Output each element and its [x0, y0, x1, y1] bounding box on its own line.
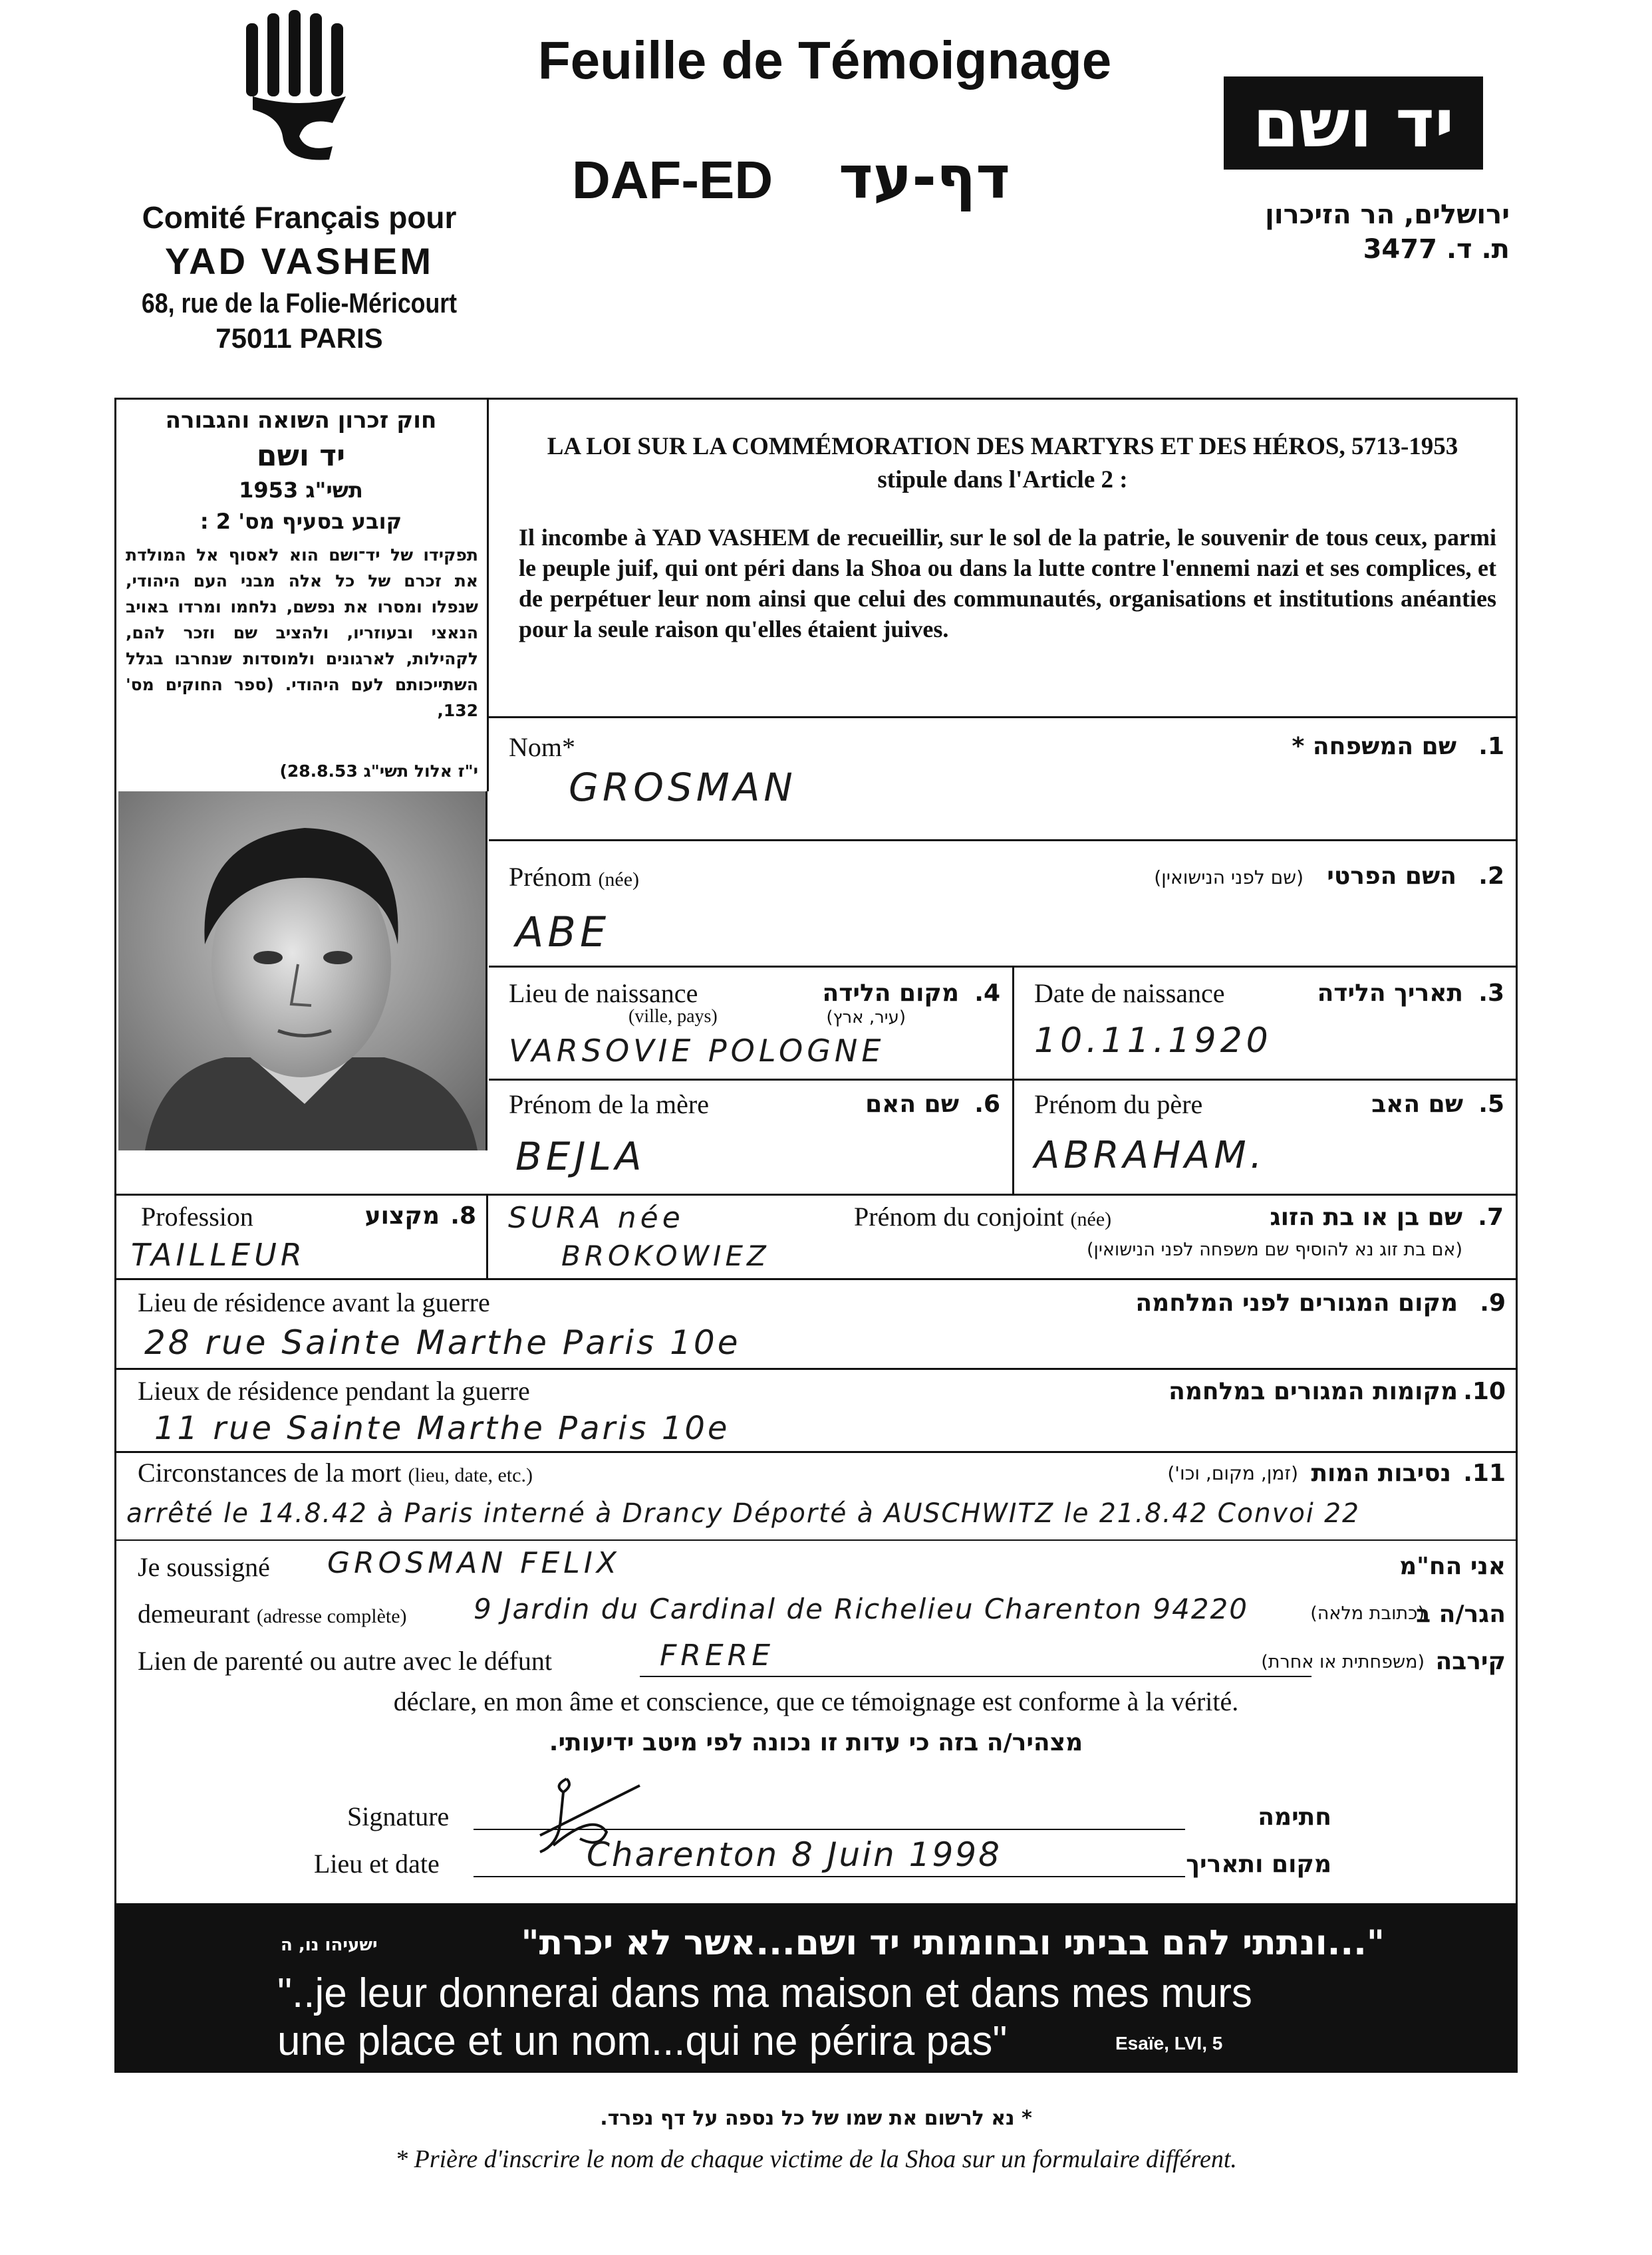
date-naissance-value[interactable]: 10.11.1920: [1034, 1021, 1272, 1061]
demeurant-label-text: demeurant: [138, 1599, 250, 1629]
field-row-profession: [114, 1194, 1518, 1280]
avant-guerre-number: .9: [1480, 1289, 1506, 1317]
circonstances-hebrew: נסיבות המות: [1311, 1460, 1451, 1487]
menorah-hand-logo: [239, 10, 372, 163]
field-row-parents: [489, 1081, 1516, 1194]
prenom-label: [509, 861, 639, 892]
circonstances-label: [138, 1457, 533, 1488]
nom-label: Nom*: [509, 732, 575, 762]
portrait-photo: [118, 791, 487, 1150]
lien-underline: [640, 1676, 1311, 1677]
demeurant-row: [114, 1593, 1518, 1636]
lieu-naissance-label: Lieu de naissance: [509, 978, 698, 1008]
conjoint-cell: [488, 1196, 1516, 1278]
demeurant-value[interactable]: 9 Jardin du Cardinal de Richelieu Charenton 94220: [474, 1593, 1248, 1625]
lieu-naissance-hebrew-small: (עיר, ארץ): [826, 1007, 906, 1027]
pendant-guerre-label: Lieux de résidence pendant la guerre: [138, 1376, 530, 1406]
banner-french-line1: "..je leur donnerai dans ma maison et dans mes murs: [277, 1970, 1252, 2016]
lien-label: Lien de parenté ou autre avec le défunt: [138, 1646, 553, 1676]
pere-hebrew: שם האב: [1371, 1091, 1463, 1118]
footer-hebrew-note: * נא לרשום את שמו של כל נספה על דף נפרד.: [600, 2107, 1032, 2130]
conjoint-hebrew-small: (אם בת זוג נא להוסיף שם משפחה לפני הנישואין): [1086, 1240, 1462, 1260]
prenom-value[interactable]: ABE: [515, 908, 611, 956]
french-law-subtitle: stipule dans l'Article 2 :: [877, 466, 1128, 493]
date-naissance-hebrew: תאריך הלידה: [1317, 980, 1463, 1007]
signature-hebrew: חתימה: [1258, 1803, 1331, 1831]
mere-number: .6: [974, 1091, 1000, 1118]
circonstances-label-text: Circonstances de la mort: [138, 1458, 402, 1488]
comite-line1: Comité Français pour: [142, 200, 457, 235]
hebrew-law-body: תפקידו של יד־ושם הוא לאסוף אל המולדת את זכרם של כל אלה מבני העם היהודי, שנפלו ומסרו את נפשם, נלחמו ומרדו באויב הנאצי ובעוזריו, ולהציב שם וזכר להם, לקהילות, לארגונים ולמוסדות שנחרבו בגלל השתייכותם לעם היהודי. (ספר החוקים מס' 132,: [126, 545, 478, 720]
french-law-box: [489, 399, 1516, 718]
lieu-naissance-value[interactable]: VARSOVIE POLOGNE: [509, 1033, 885, 1069]
prenom-label-hebrew-small: (שם לפני הנישואין): [1154, 866, 1304, 888]
profession-value[interactable]: TAILLEUR: [131, 1237, 306, 1273]
lieu-date-label: Lieu et date: [314, 1849, 440, 1879]
hebrew-law-yadvashem: יד ושם: [256, 439, 346, 473]
demeurant-label-small: (adresse complète): [256, 1605, 407, 1627]
page-title: Feuille de Témoignage: [537, 31, 1112, 90]
field-row-avant-guerre: [114, 1280, 1518, 1370]
conjoint-value-line2[interactable]: BROKOWIEZ: [561, 1240, 770, 1272]
signature-label: Signature: [347, 1801, 450, 1831]
footer-french-note: * Prière d'inscrire le nom de chaque victime de la Shoa sur un formulaire différent.: [395, 2145, 1237, 2173]
pendant-guerre-value[interactable]: 11 rue Sainte Marthe Paris 10e: [154, 1410, 730, 1447]
date-naissance-cell: [1014, 968, 1516, 1079]
mere-value[interactable]: BEJLA: [515, 1134, 646, 1179]
mere-label: Prénom de la mère: [509, 1089, 709, 1119]
profession-cell: [114, 1196, 488, 1278]
nom-value[interactable]: GROSMAN: [569, 765, 797, 810]
banner-french-ref: Esaïe, LVI, 5: [1115, 2033, 1223, 2054]
daf-ed-hebrew: דף-עד: [839, 143, 1010, 211]
hebrew-law-title: חוק זכרון השואה והגבורה: [165, 407, 437, 434]
profession-hebrew: מקצוע: [364, 1202, 440, 1230]
pere-cell: [1014, 1081, 1516, 1194]
soussigne-hebrew: אני הח"מ: [1399, 1553, 1506, 1580]
nom-label-hebrew: שם המשפחה *: [1292, 733, 1456, 760]
lien-hebrew: קירבה: [1435, 1648, 1506, 1675]
soussigne-label: Je soussigné: [138, 1552, 270, 1582]
hebrew-law-year: תשי"ג 1953: [239, 477, 363, 503]
pendant-guerre-number: .10: [1463, 1378, 1506, 1405]
banner-hebrew-quote: "...ונתתי להם בביתי ובחומותי יד ושם...אשר לא יכרת": [521, 1923, 1385, 1963]
field-row-prenom: [489, 841, 1516, 968]
profession-label: Profession: [141, 1202, 253, 1232]
demeurant-hebrew: הגר/ה ב: [1416, 1601, 1506, 1628]
declare-hebrew: מצהיר/ה בזה כי עדות זו נכונה לפי מיטב ידיעותי.: [549, 1729, 1083, 1756]
french-law-title: LA LOI SUR LA COMMÉMORATION DES MARTYRS ET DES HÉROS, 5713-1953: [547, 433, 1458, 460]
lieu-date-value[interactable]: Charenton 8 Juin 1998: [587, 1835, 1002, 1874]
lien-value[interactable]: FRERE: [660, 1639, 775, 1672]
hebrew-law-clause: קובע בסעיף מס' 2 :: [200, 509, 402, 534]
comite-line2: YAD VASHEM: [164, 240, 434, 282]
address-line1: 68, rue de la Folie-Méricourt: [141, 287, 458, 319]
prenom-label-small: (née): [598, 868, 640, 890]
declare-french: déclare, en mon âme et conscience, que ce témoignage est conforme à la vérité.: [393, 1686, 1239, 1716]
date-naissance-number: .3: [1478, 980, 1504, 1007]
lieu-naissance-cell: [489, 968, 1014, 1079]
prenom-label-text: Prénom: [509, 862, 592, 892]
hebrew-law-box: [116, 399, 489, 791]
lieu-naissance-number: .4: [974, 980, 1000, 1007]
circonstances-value[interactable]: arrêté le 14.8.42 à Paris interné à Drancy Déporté à AUSCHWITZ le 21.8.42 Convoi 22: [126, 1498, 1360, 1529]
conjoint-value-line1[interactable]: SURA née: [508, 1201, 684, 1235]
jerusalem-line: ירושלים, הר הזיכרון: [1265, 199, 1510, 230]
pendant-guerre-hebrew: מקומות המגורים במלחמה: [1169, 1378, 1458, 1405]
avant-guerre-hebrew: מקום המגורים לפני המלחמה: [1135, 1289, 1458, 1317]
po-box: ת. ד. 3477: [1363, 234, 1510, 265]
yad-vashem-hebrew-logo: יד ושם: [1224, 76, 1483, 170]
field-row-pendant-guerre: [114, 1370, 1518, 1453]
lieu-date-row: [114, 1835, 1518, 1892]
circonstances-hebrew-small: (זמן, מקום, וכו'): [1167, 1462, 1298, 1484]
nom-number: .1: [1478, 733, 1504, 760]
quote-banner: [114, 1903, 1518, 2073]
prenom-number: .2: [1478, 862, 1504, 890]
conjoint-number: .7: [1478, 1204, 1504, 1231]
profession-number: .8: [450, 1202, 476, 1230]
address-line2: 75011 PARIS: [215, 323, 383, 354]
pere-number: .5: [1478, 1091, 1504, 1118]
field-row-nom: [489, 718, 1516, 841]
field-row-circonstances: [114, 1453, 1518, 1559]
mere-hebrew: שם האם: [865, 1091, 959, 1118]
circonstances-number: .11: [1463, 1460, 1506, 1487]
lieu-date-line: [474, 1876, 1185, 1877]
avant-guerre-label: Lieu de résidence avant la guerre: [138, 1287, 490, 1317]
hebrew-law-date: י"ז אלול תשי"ג 28.8.53): [279, 761, 478, 781]
pere-label: Prénom du père: [1034, 1089, 1203, 1119]
soussigne-row: [114, 1546, 1518, 1586]
avant-guerre-value[interactable]: 28 rue Sainte Marthe Paris 10e: [144, 1323, 741, 1362]
demeurant-label: [138, 1598, 407, 1629]
conjoint-hebrew: שם בן או בת הזוג: [1270, 1204, 1462, 1231]
lieu-naissance-small: (ville, pays): [628, 1006, 718, 1027]
date-naissance-label: Date de naissance: [1034, 978, 1225, 1008]
mere-cell: [489, 1081, 1014, 1194]
conjoint-label: [854, 1201, 1111, 1232]
conjoint-label-small: (née): [1070, 1208, 1112, 1230]
pere-value[interactable]: ABRAHAM.: [1034, 1134, 1266, 1177]
daf-ed-latin: DAF-ED: [572, 150, 773, 209]
banner-hebrew-ref: ישעיהו נו, ה: [281, 1935, 378, 1955]
lieu-date-hebrew: מקום ותאריך: [1186, 1851, 1331, 1878]
circonstances-underline: [114, 1539, 1518, 1541]
lieu-naissance-hebrew: מקום הלידה: [822, 980, 959, 1007]
prenom-label-hebrew: השם הפרטי: [1327, 862, 1456, 890]
soussigne-value[interactable]: GROSMAN FELIX: [327, 1546, 620, 1580]
lien-hebrew-small: (משפחתית או אחרת): [1261, 1652, 1425, 1672]
field-row-naissance: [489, 968, 1516, 1081]
banner-french-line2: une place et un nom...qui ne périra pas": [277, 2018, 1008, 2064]
signature-row: [114, 1789, 1518, 1842]
demeurant-hebrew-small: (כתובת מלאה): [1310, 1603, 1425, 1624]
conjoint-label-text: Prénom du conjoint: [854, 1202, 1064, 1232]
circonstances-label-small: (lieu, date, etc.): [408, 1464, 533, 1486]
french-law-body: Il incombe à YAD VASHEM de recueillir, sur le sol de la patrie, le souvenir de tous ceux, parmi le peuple juif, qui ont péri dans la Shoa ou dans la lutte contre l'ennemi nazi et ses complices, et de perpétuer leur nom ainsi que celui des communautés, organisations et institutions anéanties pour la seule raison qu'elles étaient juives.: [519, 524, 1496, 642]
lien-row: [114, 1636, 1518, 1682]
